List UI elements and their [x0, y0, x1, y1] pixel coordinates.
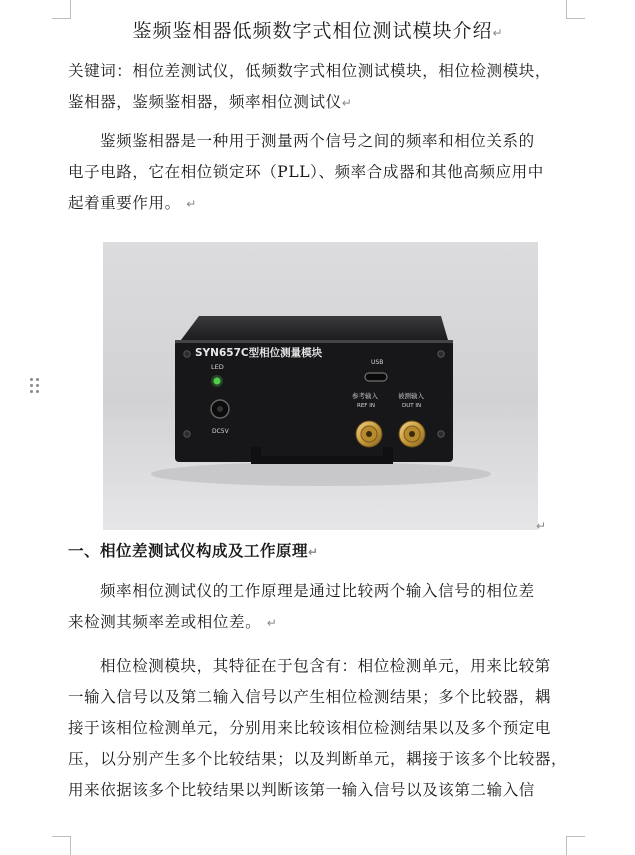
sma-connector-ref-icon: [356, 421, 382, 447]
device-shadow: [151, 462, 491, 486]
description-line: 相位检测模块，其特征在于包含有：相位检测单元，用来比较第: [100, 657, 551, 675]
paragraph-mark: ↵: [492, 26, 504, 40]
module-description-paragraph[interactable]: [68, 651, 570, 806]
led-glow: [211, 375, 223, 387]
enclosure-top: [181, 316, 448, 340]
paragraph-mark: ↵: [266, 616, 278, 630]
power-label: DC5V: [212, 428, 229, 435]
intro-line: 鉴频鉴相器是一种用于测量两个信号之间的频率和相位关系的: [100, 132, 535, 150]
description-line: 接于该相位检测单元，分别用来比较该相位检测结果以及多个预定电: [68, 719, 552, 737]
panel-edge-highlight: [175, 340, 453, 343]
keywords-paragraph[interactable]: [68, 56, 570, 119]
description-line: 一输入信号以及第二输入信号以产生相位检测结果；多个比较器，耦: [68, 688, 552, 706]
keywords-line: 鉴相器，鉴频鉴相器，频率相位测试仪: [68, 93, 342, 111]
screw-icon: [184, 431, 190, 437]
paragraph-mark: ↵: [341, 96, 353, 110]
intro-paragraph[interactable]: [68, 126, 570, 220]
section-heading-text: 一、相位差测试仪构成及工作原理: [68, 542, 309, 560]
product-label: SYN657C型相位测量模块: [195, 347, 323, 359]
screw-icon: [438, 351, 444, 357]
keywords-line: 关键词：相位差测试仪，低频数字式相位测试模块，相位检测模块，: [68, 62, 552, 80]
sma-connector-dut-icon: [399, 421, 425, 447]
document-title[interactable]: [68, 16, 568, 43]
intro-line: 电子电路，它在相位锁定环（PLL）、频率合成器和其他高频应用中: [68, 163, 544, 181]
description-line: 压，以分别产生多个比较结果；以及判断单元，耦接于该多个比较器，: [68, 750, 568, 768]
description-line: 用来依据该多个比较结果以判断该第一输入信号以及该第二输入信: [68, 781, 535, 799]
usb-c-port-icon: [365, 373, 387, 381]
drag-handle-icon[interactable]: [30, 378, 40, 394]
dut-in-en-label: DUT IN: [402, 403, 422, 409]
usb-label: USB: [371, 359, 384, 366]
ref-in-en-label: REF IN: [357, 403, 375, 409]
product-photo[interactable]: [103, 242, 538, 530]
page-corner-mark-bottom-left: [52, 836, 71, 855]
screw-icon: [438, 431, 444, 437]
intro-line: 起着重要作用。: [68, 194, 181, 212]
paragraph-mark: ↵: [186, 197, 197, 211]
dut-in-cn-label: 被测输入: [398, 392, 424, 400]
principle-paragraph[interactable]: [68, 576, 570, 639]
principle-line: 频率相位测试仪的工作原理是通过比较两个输入信号的相位差: [100, 582, 535, 600]
page-corner-mark-bottom-right: [566, 836, 585, 855]
screw-icon: [184, 351, 190, 357]
section-heading[interactable]: [68, 539, 319, 561]
dc-jack-pin: [217, 406, 223, 412]
title-text: 鉴频鉴相器低频数字式相位测试模块介绍: [132, 20, 493, 42]
paragraph-mark: ↵: [308, 545, 319, 559]
ref-in-cn-label: 参考输入: [352, 392, 378, 400]
led-label: LED: [211, 363, 224, 371]
principle-line: 来检测其频率差或相位差。: [68, 613, 262, 631]
page-corner-mark-top-right: [566, 0, 585, 19]
paragraph-mark: ↵: [536, 519, 547, 533]
